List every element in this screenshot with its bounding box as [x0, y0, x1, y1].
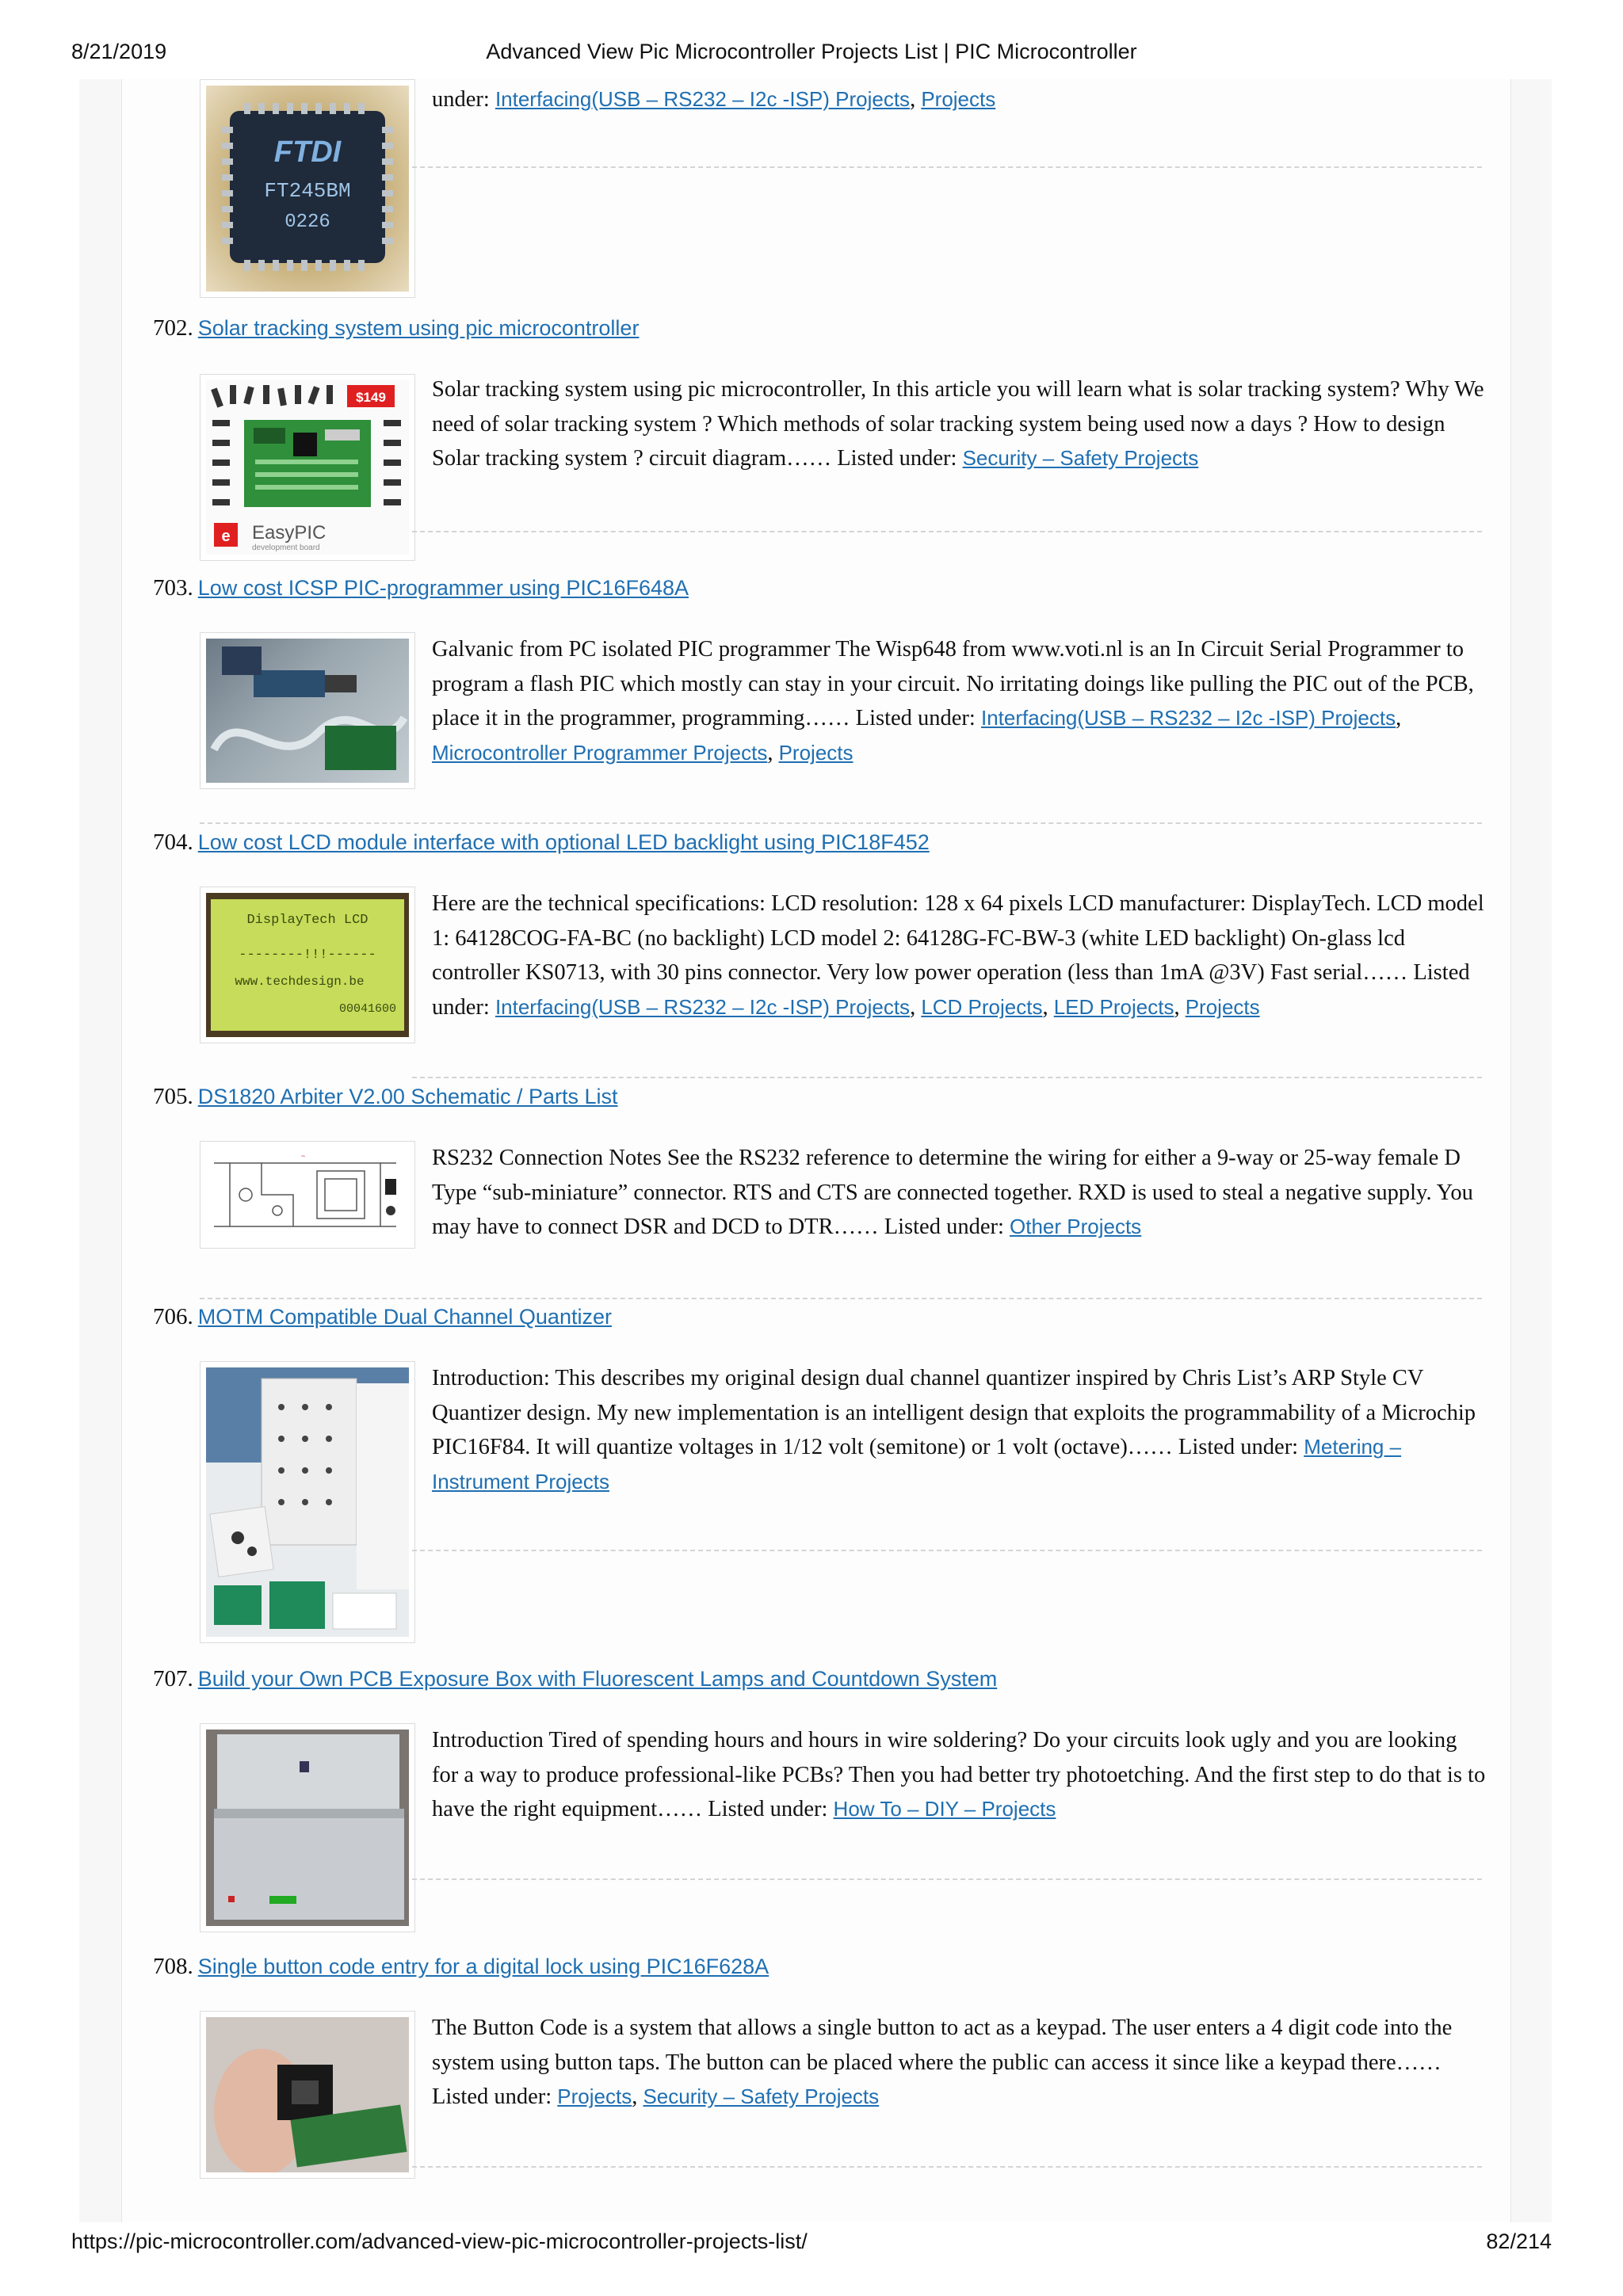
easypic-brand: EasyPIC: [252, 522, 327, 543]
category-link[interactable]: LCD Projects: [921, 994, 1043, 1019]
entry-number: 707.: [153, 1666, 193, 1691]
category-link[interactable]: Projects: [557, 2084, 632, 2108]
quantizer-image: [206, 1367, 409, 1637]
entry-number: 704.: [153, 830, 193, 855]
entry-title-row: [153, 1954, 769, 1980]
listed-under-prefix: under:: [432, 87, 495, 112]
thumb-button-lock[interactable]: [200, 2011, 415, 2179]
entry-title-link[interactable]: DS1820 Arbiter V2.00 Schematic / Parts List: [197, 1085, 618, 1108]
entry-description: [432, 1723, 1487, 1827]
link-separator: ,: [632, 2084, 643, 2109]
entry-description: [432, 632, 1487, 770]
category-link[interactable]: LED Projects: [1053, 994, 1174, 1019]
entry-description: [432, 887, 1487, 1024]
category-link[interactable]: Interfacing(USB – RS232 – I2c -ISP) Projects: [980, 706, 1396, 730]
category-link[interactable]: Security – Safety Projects: [962, 446, 1199, 470]
entry-701-listed: [432, 82, 1487, 117]
category-link[interactable]: Projects: [1185, 994, 1260, 1019]
thumb-quantizer[interactable]: [200, 1361, 415, 1643]
price-badge: $149: [356, 390, 386, 405]
description-text: RS232 Connection Notes See the RS232 reference to determine the wiring for either a 9-way or 25-way female D Type “sub-miniature” connector. RTS and CTS are connected together. RXD is used to steal a negative supply. You may have to connect DSR and DCD to DTR…… Listed under:: [432, 1146, 1473, 1239]
easypic-board-image: [206, 380, 409, 555]
thumb-schematic[interactable]: [200, 1141, 415, 1249]
ftdi-chip-image: [206, 86, 409, 292]
lcd-image: [206, 893, 409, 1037]
button-lock-image: [206, 2017, 409, 2172]
thumb-exposure-box[interactable]: [200, 1723, 415, 1932]
thumb-ftdi-chip[interactable]: [200, 79, 415, 298]
category-link[interactable]: Projects: [921, 87, 996, 111]
page-footer: [0, 2229, 1623, 2261]
entry-separator: [412, 1077, 1482, 1078]
entry-number: 703.: [153, 575, 193, 601]
category-link[interactable]: How To – DIY – Projects: [833, 1797, 1056, 1821]
page-title: Advanced View Pic Microcontroller Projects List | PIC Microcontroller: [486, 40, 1137, 63]
category-link[interactable]: Interfacing(USB – RS232 – I2c -ISP) Projects: [495, 87, 911, 111]
description-text: Introduction: This describes my original design dual channel quantizer inspired by Chris List’s ARP Style CV Quantizer design. My new implementation is an intelligent design that exploits the programmability of a Microchip PIC16F84. It will quantize voltages in 1/12 volt (semitone) or 1 volt (octave)…… Listed under:: [432, 1366, 1476, 1459]
link-separator: ,: [1042, 994, 1054, 1020]
page-url: https://pic-microcontroller.com/advanced-view-pic-microcontroller-projects-list/: [71, 2229, 808, 2253]
lcd-line-4: 00041600: [338, 1002, 396, 1016]
entry-description: [432, 2011, 1487, 2115]
link-separator: ,: [767, 740, 779, 765]
entry-separator: [412, 2166, 1482, 2168]
lcd-line-2: --------!!!------: [239, 948, 376, 963]
description-text: The Button Code is a system that allows a single button to act as a keypad. The user enters a 4 digit code into the system using button taps. The button can be placed where the public can access it since like a keypad there…… Listed under:: [432, 2016, 1453, 2109]
entry-separator: [412, 166, 1482, 168]
exposure-box-image: [206, 1730, 409, 1926]
lcd-line-1: DisplayTech LCD: [246, 913, 369, 928]
entry-title-row: [153, 1084, 618, 1110]
programmer-image: [206, 639, 409, 783]
entry-number: 708.: [153, 1954, 193, 1979]
print-date: 8/21/2019: [71, 40, 167, 63]
thumb-easypic[interactable]: [200, 374, 415, 561]
category-link[interactable]: Projects: [778, 740, 854, 765]
link-separator: ,: [910, 87, 922, 112]
description-text: Introduction Tired of spending hours and hours in wire soldering? Do your circuits look ugly and you are looking for a way to produce professional-like PCBs? Then you had better try photoetching. And the first step to do that is to have the right equipment…… Listed under:: [432, 1728, 1486, 1821]
entry-title-row: [153, 1666, 997, 1692]
entry-separator: [412, 1878, 1482, 1880]
entry-description: [432, 372, 1487, 476]
page-header: [0, 40, 1623, 71]
description-text: Galvanic from PC isolated PIC programmer The Wisp648 from www.voti.nl is an In Circuit Serial Programmer to program a flash PIC which mostly can stay in your circuit. No irritating doings like pulling the PIC out of the PCB, place it in the programmer, programming…… Listed under:: [432, 637, 1474, 730]
entry-title-row: [153, 830, 930, 856]
entry-title-link[interactable]: MOTM Compatible Dual Channel Quantizer: [197, 1305, 612, 1329]
category-link[interactable]: Microcontroller Programmer Projects: [432, 740, 768, 765]
category-link[interactable]: Other Projects: [1010, 1215, 1142, 1238]
entry-number: 702.: [153, 315, 193, 341]
chip-label-brand: FTDI: [273, 135, 342, 169]
entry-title-row: [153, 315, 639, 341]
entry-title-link[interactable]: Low cost LCD module interface with optional LED backlight using PIC18F452: [197, 830, 930, 854]
link-separator: ,: [1174, 994, 1186, 1020]
thumb-programmer[interactable]: [200, 632, 415, 789]
lcd-line-3: www.techdesign.be: [235, 974, 365, 989]
link-separator: ,: [910, 994, 922, 1020]
entry-separator: [200, 1298, 1482, 1299]
svg-text:e: e: [221, 528, 231, 545]
entry-title-row: [153, 1304, 612, 1330]
page-number: 82/214: [1486, 2229, 1552, 2253]
chip-label-code: 0226: [285, 212, 330, 233]
entry-title-link[interactable]: Build your Own PCB Exposure Box with Fluorescent Lamps and Countdown System: [197, 1667, 998, 1691]
entry-separator: [412, 531, 1482, 532]
entry-description: [432, 1141, 1487, 1245]
entry-description: [432, 1361, 1487, 1499]
category-link[interactable]: Security – Safety Projects: [643, 2084, 880, 2108]
entry-number: 705.: [153, 1084, 193, 1109]
entry-separator: [412, 1550, 1482, 1551]
description-text: Solar tracking system using pic microcontroller, In this article you will learn what is solar tracking system? Why We need of solar tracking system ? Which methods of solar tracking system being used now a days ? How to design Solar tracking system ? circuit diagram…… Listed under:: [432, 377, 1484, 471]
entry-separator: [200, 822, 1482, 824]
entry-title-row: [153, 575, 689, 601]
thumb-lcd[interactable]: [200, 887, 415, 1043]
easypic-sub: development board: [252, 543, 320, 552]
entry-number: 706.: [153, 1304, 193, 1329]
link-separator: ,: [1396, 706, 1402, 730]
description-text: Here are the technical specifications: LCD resolution: 128 x 64 pixels LCD manufacturer: DisplayTech. LCD model 1: 64128COG-FA-BC (no backlight) LCD model 2: 64128G-FC-BW-3 (white LED backlight) On-glass lcd controller KS0713, with 30 pins connector. Very low power operation (less than 1mA @3V) Fast serial…… Listed under:: [432, 891, 1484, 1020]
category-link[interactable]: Metering – Instrument Projects: [432, 1435, 1402, 1493]
entry-title-link[interactable]: Solar tracking system using pic microcontroller: [197, 316, 640, 340]
chip-label-model: FT245BM: [264, 179, 351, 203]
category-link[interactable]: Interfacing(USB – RS232 – I2c -ISP) Projects: [495, 994, 911, 1019]
svg-text:~: ~: [301, 1152, 306, 1160]
entry-title-link[interactable]: Low cost ICSP PIC-programmer using PIC16F648A: [197, 576, 689, 600]
schematic-image: [206, 1147, 409, 1242]
entry-title-link[interactable]: Single button code entry for a digital lock using PIC16F628A: [197, 1955, 769, 1978]
